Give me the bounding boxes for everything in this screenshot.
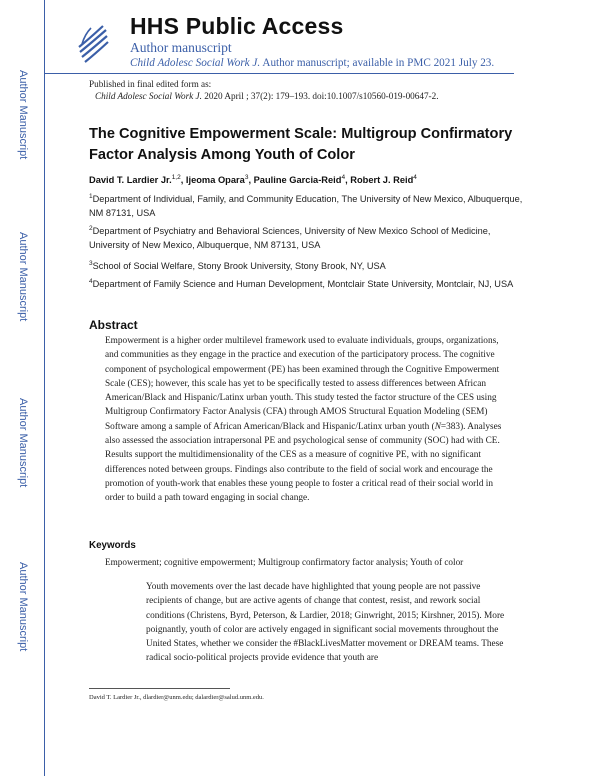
- author-separator: ,: [248, 175, 254, 186]
- hhs-public-access-title: HHS Public Access: [130, 13, 344, 39]
- affiliation-number: 3: [89, 260, 93, 267]
- hhs-eagle-logo-icon: [76, 22, 110, 64]
- corresponding-author-footnote: David T. Lardier Jr., dlardier@unm.edu; dalardier@salud.unm.edu.: [89, 694, 264, 701]
- abstract-text: =383). Analyses also assessed the association intrapersonal PE and psychological sense of community (SOC) had with CE. Results support the multidimensionality of the CES as a measure of cognitive PE, with no significant differences noted between groups. Findings also contribute to the field of social work and encourage the promotion of youth-work that enables these young people to foster a critical read of their social world in order to build a path toward engaging in social change.: [105, 421, 502, 504]
- article-title: The Cognitive Empowerment Scale: Multigroup Confirmatory Factor Analysis Among Youth of Color: [89, 126, 513, 163]
- journal-availability: [130, 57, 494, 69]
- header-rule: [44, 73, 514, 74]
- margin-rule: [44, 0, 45, 776]
- author-separator: ,: [180, 175, 186, 186]
- affiliation-text: Department of Family Science and Human Development, Montclair State University, Montclair, NJ, USA: [92, 279, 514, 290]
- affiliation-text: Department of Psychiatry and Behavioral Sciences, University of New Mexico School of Medicine, University of New Mexico, Albuquerque, NM 87131, USA: [89, 226, 491, 251]
- citation-line: [95, 91, 439, 101]
- side-label-author-manuscript: Author Manuscript: [17, 562, 29, 652]
- affiliation: [89, 222, 529, 252]
- author-affiliation-mark: 4: [341, 174, 346, 181]
- published-intro: Published in final edited form as:: [89, 79, 212, 89]
- citation-journal: Child Adolesc Social Work J.: [95, 91, 202, 101]
- affiliation-number: 1: [89, 193, 93, 200]
- abstract-text: Empowerment is a higher order multilevel framework used to evaluate individuals, groups, organizations, and communities as they engage in the practice and execution of the participatory process. The cognitive component of psychological empowerment (PE) has been examined through the Cognitive Empowerment Scale (CES); however, this scale has yet to be specifically tested to assess differences between African American/Black and Hispanic/Latinx urban youth. This study tested the factor structure of the CES using Multigroup Confirmatory Factor Analysis (CFA) through AMOS Structural Equation Modeling (SEM) Software among a sample of African American/Black and Hispanic/Latinx urban youth (: [105, 336, 500, 432]
- author-list: [89, 174, 417, 185]
- author-separator: ,: [345, 175, 351, 186]
- side-label-author-manuscript: Author Manuscript: [17, 398, 29, 488]
- author-name: Ijeoma Opara: [185, 175, 245, 186]
- affiliation-text: School of Social Welfare, Stony Brook University, Stony Brook, NY, USA: [92, 261, 386, 272]
- author-name: Pauline Garcia-Reid: [253, 175, 342, 186]
- side-label-author-manuscript: Author Manuscript: [17, 70, 29, 160]
- affiliation-text: Department of Individual, Family, and Community Education, The University of New Mexico, Albuquerque, NM 87131, USA: [89, 194, 523, 219]
- author-affiliation-mark: 3: [244, 174, 249, 181]
- author-affiliation-mark: 1,2: [171, 174, 181, 181]
- abstract-body: [105, 334, 508, 506]
- keywords-list: Empowerment; cognitive empowerment; Multigroup confirmatory factor analysis; Youth of color: [105, 557, 464, 567]
- sample-size-symbol: N: [434, 421, 441, 432]
- citation-details[interactable]: 2020 April ; 37(2): 179–193. doi:10.1007/s10560-019-00647-2.: [201, 91, 439, 101]
- affiliation: [89, 190, 529, 220]
- keywords-heading: Keywords: [89, 540, 136, 551]
- author-affiliation-mark: 4: [413, 174, 417, 181]
- author-name: Robert J. Reid: [350, 175, 414, 186]
- affiliation: [89, 257, 529, 273]
- journal-name[interactable]: Child Adolesc Social Work J.: [130, 57, 261, 69]
- footnote-rule: [89, 688, 230, 689]
- availability-text: Author manuscript; available in PMC 2021 July 23.: [260, 57, 495, 69]
- author-name: David T. Lardier Jr.: [89, 175, 172, 186]
- affiliation: [89, 275, 529, 291]
- abstract-heading: Abstract: [89, 318, 138, 332]
- author-manuscript-subtitle: Author manuscript: [130, 40, 232, 55]
- affiliation-number: 2: [89, 225, 93, 232]
- body-paragraph: Youth movements over the last decade have highlighted that young people are not passive recipients of change, but are active agents of change that contest, resist, and rework social conditions (Christens, Byrd, Peterson, & Lardier, 2018; Ginwright, 2015; Kirshner, 2015). More poignantly, youth of color are actively engaged in significant social movements throughout the United States, whether we consider the #BlackLivesMatter movement or DREAM teams. These radical socio-political projects provide evidence that youth are: [146, 582, 505, 664]
- side-label-author-manuscript: Author Manuscript: [17, 232, 29, 322]
- affiliation-number: 4: [89, 278, 93, 285]
